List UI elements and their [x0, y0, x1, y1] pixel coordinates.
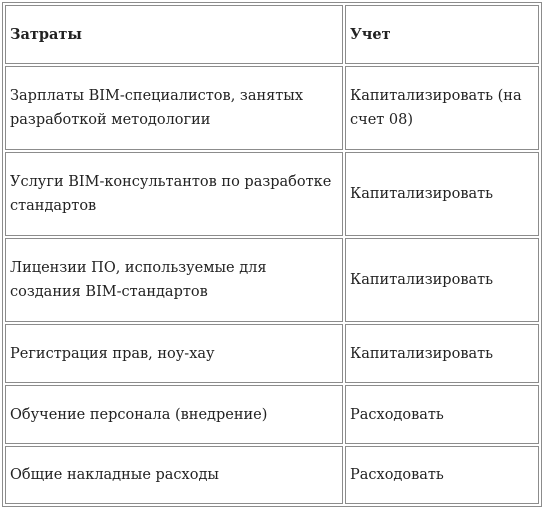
table-row [5, 66, 539, 150]
table-header-row [5, 5, 539, 64]
cost-accounting-table [2, 2, 542, 507]
cost-cell: Регистрация прав, ноу-хау [5, 324, 343, 383]
table-row [5, 324, 539, 383]
table-row [5, 152, 539, 236]
cost-cell: Услуги BIM-консультантов по разработке стандартов [5, 152, 343, 236]
treatment-cell: Капитализировать (на счет 08) [345, 66, 539, 150]
header-costs: Затраты [5, 5, 343, 64]
header-accounting: Учет [345, 5, 539, 64]
cost-cell: Общие накладные расходы [5, 446, 343, 504]
treatment-cell: Капитализировать [345, 324, 539, 383]
treatment-cell: Капитализировать [345, 152, 539, 236]
table-row [5, 446, 539, 504]
cost-cell: Лицензии ПО, используемые для создания BIM-стандартов [5, 238, 343, 322]
treatment-cell: Расходовать [345, 446, 539, 504]
table-row [5, 385, 539, 444]
cost-cell: Зарплаты BIM-специалистов, занятых разработкой методологии [5, 66, 343, 150]
cost-cell: Обучение персонала (внедрение) [5, 385, 343, 444]
table-row [5, 238, 539, 322]
treatment-cell: Расходовать [345, 385, 539, 444]
treatment-cell: Капитализировать [345, 238, 539, 322]
